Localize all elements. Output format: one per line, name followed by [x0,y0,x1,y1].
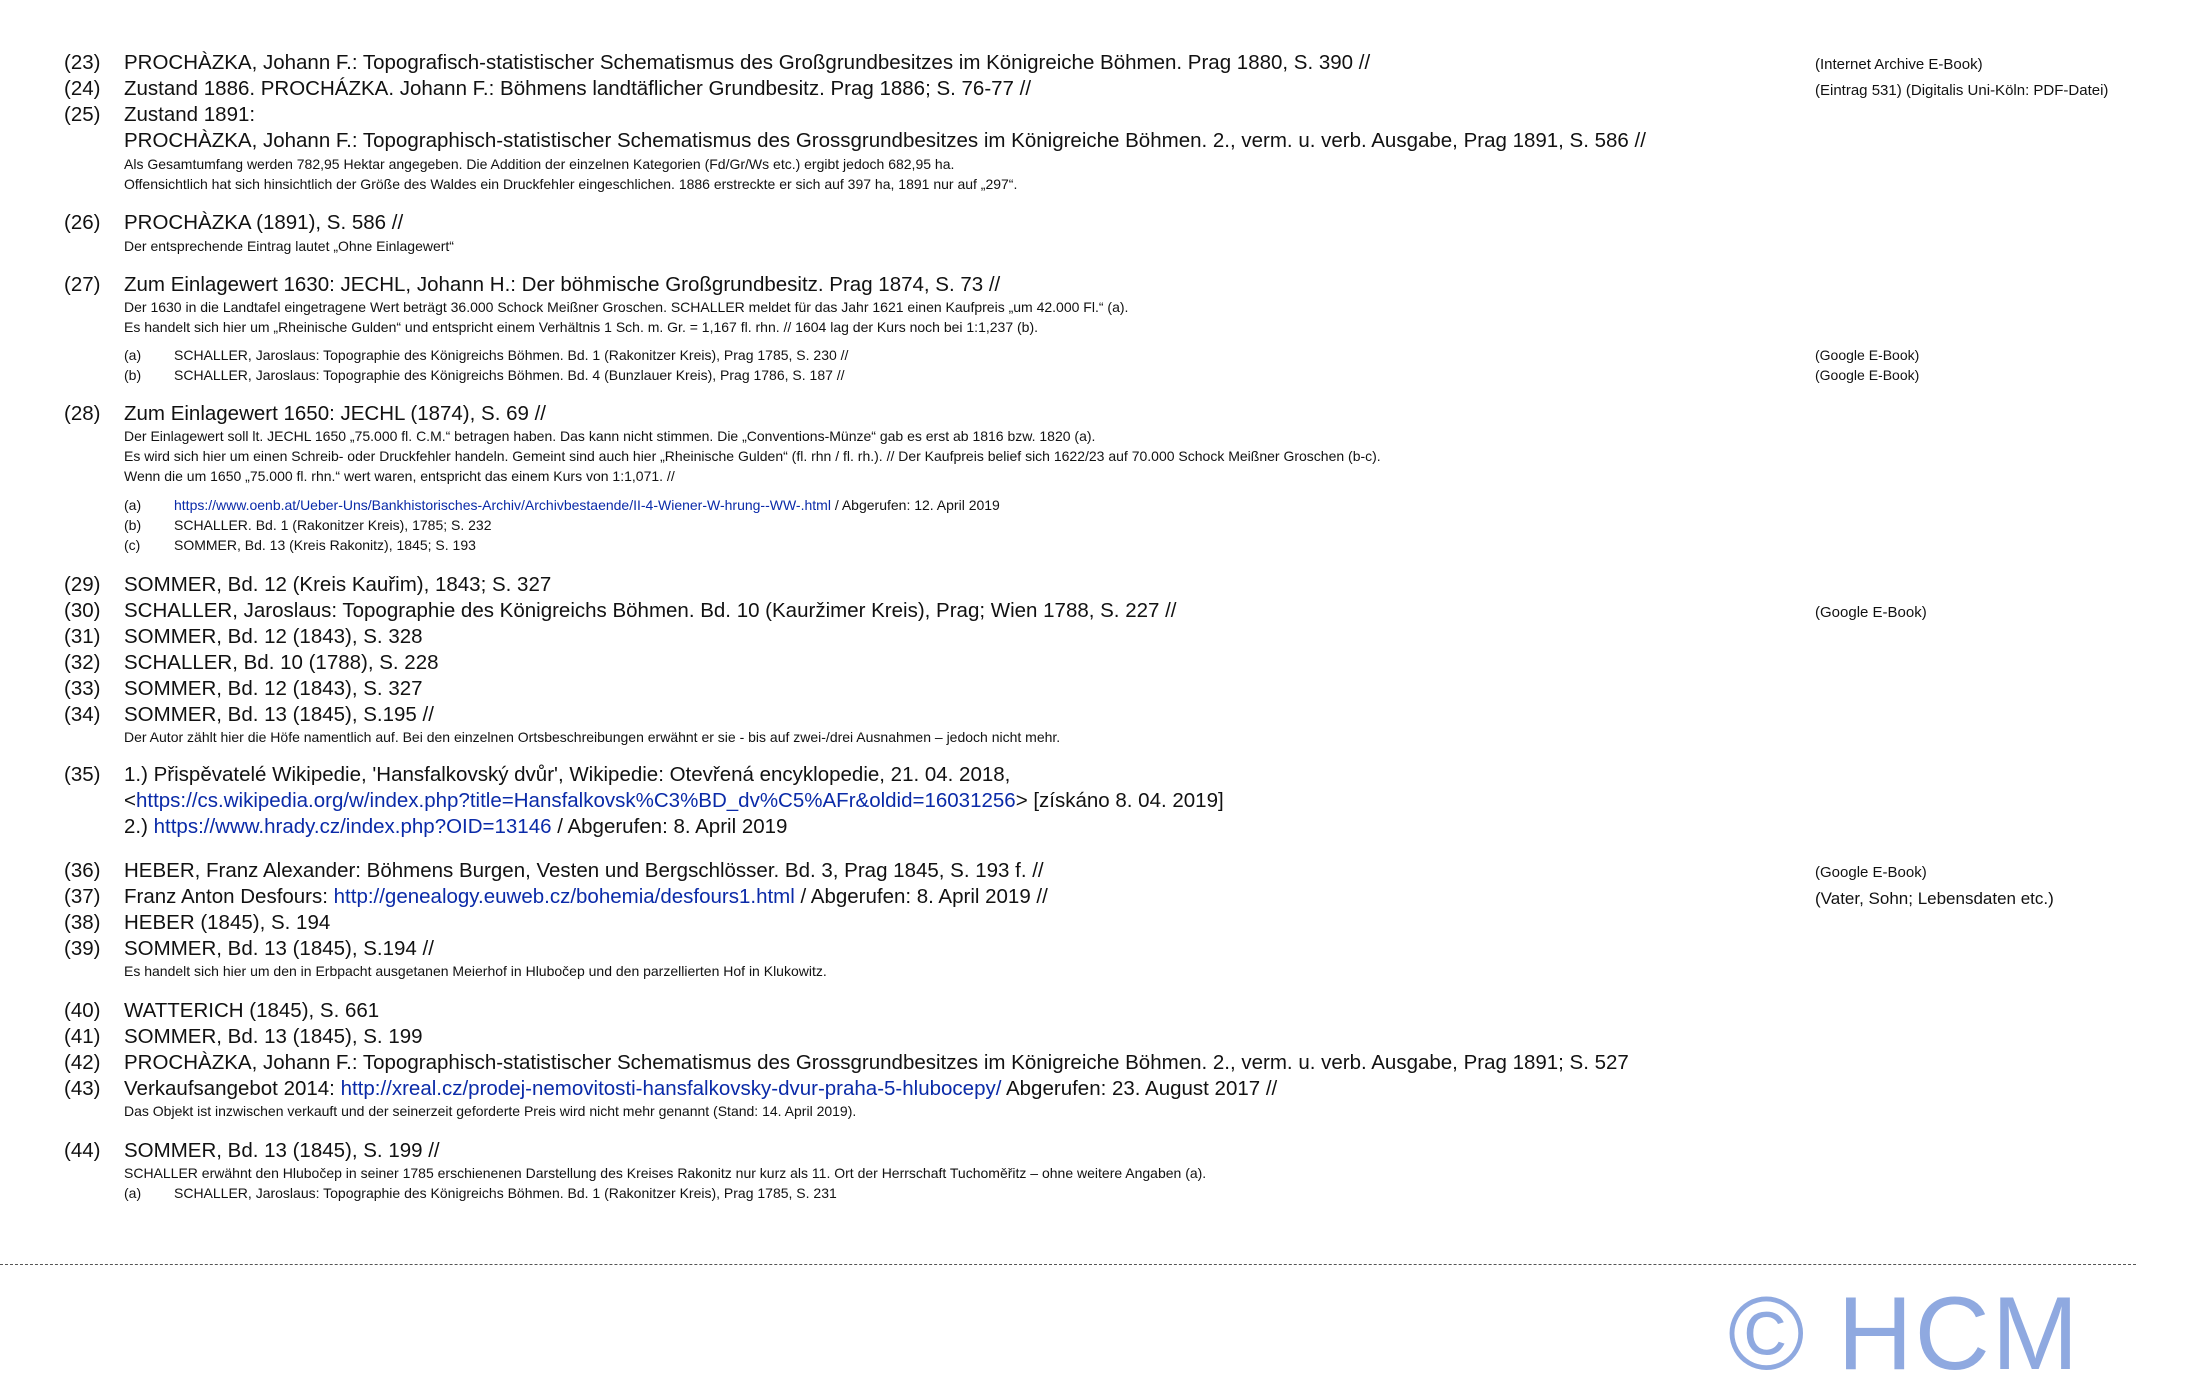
footnote-number: (28) [64,402,101,425]
footnote-text: HEBER (1845), S. 194 [124,911,331,934]
footnote-number: (30) [64,599,101,622]
sub-reference-label: (b) [124,517,142,533]
sub-reference-label: (a) [124,347,142,363]
footnote-text: SOMMER, Bd. 12 (1843), S. 327 [124,677,423,700]
sub-reference-label: (c) [124,537,141,553]
sub-reference-text: SOMMER, Bd. 13 (Kreis Rakonitz), 1845; S. 193 [174,537,476,553]
footnote-text: SOMMER, Bd. 13 (1845), S.194 // [124,937,434,960]
footnote-link-line [124,788,1224,814]
footnote-note: Es handelt sich hier um „Rheinische Gulden“ und entspricht einem Verhältnis 1 Sch. m. Gr. = 1,167 fl. rhn. // 1604 lag der Kurs noch bei 1:1,237 (b). [124,319,1038,335]
footnote-note: Der Einlagewert soll lt. JECHL 1650 „75.000 fl. C.M.“ betragen haben. Das kann nicht stimmen. Die „Conventions-Münze“ gab es erst ab 1816 bzw. 1820 (a). [124,428,1096,444]
footnote-note: Offensichtlich hat sich hinsichtlich der Größe des Waldes ein Druckfehler eingeschlichen. 1886 erstreckte er sich auf 397 ha, 1891 nur auf „297“. [124,176,1018,192]
footnote-number: (44) [64,1139,101,1162]
footnote-link-line [124,884,1048,910]
footnote-text: SOMMER, Bd. 13 (1845), S. 199 // [124,1139,440,1162]
bracket-open: < [124,789,136,812]
retrieval-date: > [získáno 8. 04. 2019] [1015,789,1224,812]
footnote-note: Es handelt sich hier um den in Erbpacht ausgetanen Meierhof in Hlubočep und den parzellierten Hof in Klukowitz. [124,963,827,979]
footnote-number: (31) [64,625,101,648]
footnote-number: (41) [64,1025,101,1048]
footnote-text: SCHALLER, Bd. 10 (1788), S. 228 [124,651,439,674]
footnote-note: Das Objekt ist inzwischen verkauft und der seinerzeit geforderte Preis wird nicht mehr genannt (Stand: 14. April 2019). [124,1103,857,1119]
footnote-source-note: (Google E-Book) [1815,864,1927,881]
footnote-number: (27) [64,273,101,296]
footnote-text: PROCHÀZKA, Johann F.: Topographisch-statistischer Schematismus des Grossgrundbesitzes im Königreiche Böhmen. 2., verm. u. verb. Ausgabe, Prag 1891; S. 527 [124,1051,1629,1074]
footnote-text: Verkaufsangebot 2014: [124,1077,341,1100]
footnote-note: SCHALLER erwähnt den Hlubočep in seiner 1785 erschienenen Darstellung des Kreises Rakonitz nur kurz als 11. Ort der Herrschaft Tuchoměřitz – ohne weitere Angaben (a). [124,1165,1207,1181]
footnote-note: Der Autor zählt hier die Höfe namentlich auf. Bei den einzelnen Ortsbeschreibungen erwähnt er sie - bis auf zwei-/drei Ausnahmen – jedoch nicht mehr. [124,729,1061,745]
footnote-note: Es wird sich hier um einen Schreib- oder Druckfehler handeln. Gemeint sind auch hier „Rheinische Gulden“ (fl. rhn / fl. rh.). // Der Kaufpreis belief sich 1622/23 auf 70.000 Schock Meißner Groschen (b-c). [124,448,1381,464]
footnote-note: Der 1630 in die Landtafel eingetragene Wert beträgt 36.000 Schock Meißner Groschen. SCHALLER meldet für das Jahr 1621 einen Kaufpreis „um 42.000 Fl.“ (a). [124,299,1129,315]
footnote-number: (37) [64,885,101,908]
footnote-text: Zustand 1886. PROCHÁZKA. Johann F.: Böhmens landtäflicher Grundbesitz. Prag 1886; S. 76-77 // [124,77,1032,100]
footnote-number: (42) [64,1051,101,1074]
access-date: / Abgerufen: 8. April 2019 // [794,885,1048,908]
access-date: / Abgerufen: 8. April 2019 [551,815,788,838]
footnote-text: Zustand 1891: [124,103,256,126]
footnote-source-note: (Vater, Sohn; Lebensdaten etc.) [1815,889,2054,908]
footnote-number: (40) [64,999,101,1022]
footnote-source-note: (Google E-Book) [1815,347,1920,363]
sub-reference-text: SCHALLER, Jaroslaus: Topographie des Königreichs Böhmen. Bd. 4 (Bunzlauer Kreis), Prag 1786, S. 187 // [174,367,845,383]
copyright-watermark: © HCM [1728,1276,2081,1392]
footnote-text: SOMMER, Bd. 12 (1843), S. 328 [124,625,423,648]
oenb-archive-link[interactable]: https://www.oenb.at/Ueber-Uns/Bankhistorisches-Archiv/Archivbestaende/II-4-Wiener-W-hrung--WW-.html [174,497,831,513]
sub-reference-text: SCHALLER. Bd. 1 (Rakonitzer Kreis), 1785; S. 232 [174,517,492,533]
footnote-number: (32) [64,651,101,674]
footnote-source-note: (Google E-Book) [1815,604,1927,621]
wikipedia-link[interactable]: https://cs.wikipedia.org/w/index.php?title=Hansfalkovsk%C3%BD_dv%C5%AFr&oldid=16031256 [135,789,1016,812]
footnote-text: Zum Einlagewert 1650: JECHL (1874), S. 69 // [124,402,546,425]
footnote-note: Der entsprechende Eintrag lautet „Ohne Einlagewert“ [124,238,454,254]
footnote-number: (33) [64,677,101,700]
footnote-text: HEBER, Franz Alexander: Böhmens Burgen, Vesten und Bergschlösser. Bd. 3, Prag 1845, S. 193 f. // [124,859,1044,882]
sub-reference-text: SCHALLER, Jaroslaus: Topographie des Königreichs Böhmen. Bd. 1 (Rakonitzer Kreis), Prag 1785, S. 231 [174,1185,837,1201]
footnote-number: (35) [64,763,101,786]
footnote-source-note: (Internet Archive E-Book) [1815,56,1983,73]
footnote-number: (38) [64,911,101,934]
footnote-number: (39) [64,937,101,960]
sub-reference-label: (a) [124,1185,142,1201]
sub-reference-text: SCHALLER, Jaroslaus: Topographie des Königreichs Böhmen. Bd. 1 (Rakonitzer Kreis), Prag 1785, S. 230 // [174,347,849,363]
footnote-text: Franz Anton Desfours: [124,885,334,908]
item-prefix: 2.) [124,815,154,838]
footnote-source-note: (Google E-Book) [1815,367,1920,383]
footnote-text: Zum Einlagewert 1630: JECHL, Johann H.: Der böhmische Großgrundbesitz. Prag 1874, S. 73 // [124,273,1001,296]
footnote-number: (43) [64,1077,101,1100]
footnote-text: SCHALLER, Jaroslaus: Topographie des Königreichs Böhmen. Bd. 10 (Kauržimer Kreis), Prag; Wien 1788, S. 227 // [124,599,1177,622]
footnote-note: Wenn die um 1650 „75.000 fl. rhn.“ wert waren, entspricht das einem Kurs von 1:1,071. // [124,468,675,484]
footnote-text: PROCHÀZKA, Johann F.: Topografisch-statistischer Schematismus des Großgrundbesitzes im Königreiche Böhmen. Prag 1880, S. 390 // [124,51,1371,74]
footnote-number: (23) [64,51,101,74]
footnote-text: 1.) Přispěvatelé Wikipedie, 'Hansfalkovský dvůr', Wikipedie: Otevřená encyklopedie, 21. 04. 2018, [124,763,1011,786]
footnote-number: (34) [64,703,101,726]
footnote-link-line [124,814,787,840]
sub-reference-label: (a) [124,497,142,513]
footnote-text: SOMMER, Bd. 13 (1845), S.195 // [124,703,434,726]
footnote-link-line [124,1076,1277,1102]
footnote-text: SOMMER, Bd. 13 (1845), S. 199 [124,1025,423,1048]
sub-reference-line [174,495,1000,515]
access-date: Abgerufen: 23. August 2017 // [1001,1077,1278,1100]
footnote-source-note: (Eintrag 531) (Digitalis Uni-Köln: PDF-Datei) [1815,82,2109,99]
footnote-note: Als Gesamtumfang werden 782,95 Hektar angegeben. Die Addition der einzelnen Kategorien (Fd/Gr/Ws etc.) ergibt jedoch 682,95 ha. [124,156,955,172]
footnote-number: (26) [64,211,101,234]
footnote-text: SOMMER, Bd. 12 (Kreis Kauřim), 1843; S. 327 [124,573,552,596]
sub-reference-label: (b) [124,367,142,383]
footnote-number: (36) [64,859,101,882]
footnote-number: (24) [64,77,101,100]
access-date: / Abgerufen: 12. April 2019 [830,497,1000,513]
footnote-number: (25) [64,103,101,126]
footnote-number: (29) [64,573,101,596]
xreal-link[interactable]: http://xreal.cz/prodej-nemovitosti-hansfalkovsky-dvur-praha-5-hlubocepy/ [340,1077,1002,1100]
footnote-text: WATTERICH (1845), S. 661 [124,999,380,1022]
footnote-text: PROCHÀZKA, Johann F.: Topographisch-statistischer Schematismus des Grossgrundbesitzes im Königreiche Böhmen. 2., verm. u. verb. Ausgabe, Prag 1891, S. 586 // [124,129,1646,152]
dashed-divider [0,1264,2136,1265]
genealogy-link[interactable]: http://genealogy.euweb.cz/bohemia/desfours1.html [333,885,795,908]
footnote-text: PROCHÀZKA (1891), S. 586 // [124,211,404,234]
hrady-link[interactable]: https://www.hrady.cz/index.php?OID=13146 [153,815,552,838]
